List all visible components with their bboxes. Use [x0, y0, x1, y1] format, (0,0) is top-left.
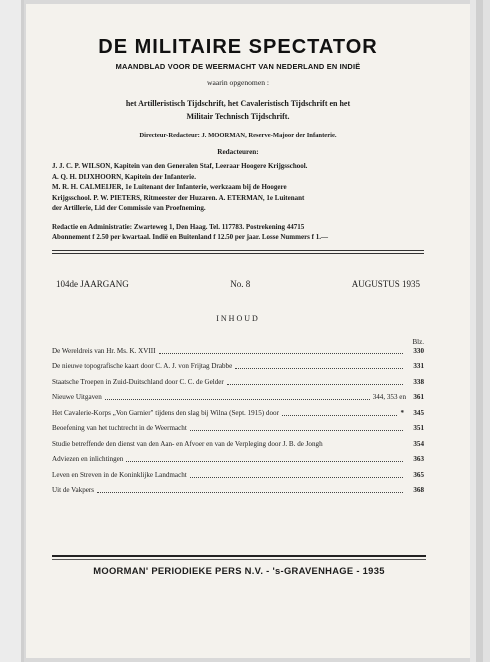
toc-entry-title: De nieuwe topografische kaart door C. A. J. von Frijtag Drabbe	[52, 362, 233, 371]
toc-entry-page: 363	[413, 455, 424, 464]
toc-leader	[97, 492, 403, 493]
toc-entry-title: Adviezen en inlichtingen	[52, 455, 124, 464]
toc-entry-page: 338	[413, 377, 424, 386]
toc-leader	[105, 399, 370, 400]
page-edge-outer	[483, 0, 490, 662]
toc-entry	[52, 347, 424, 356]
incorporated-line-1: het Artilleristisch Tijdschrift, het Cavaleristisch Tijdschrift en het	[125, 99, 351, 108]
toc-entry-title: Het Cavalerie-Korps „Von Garnier" tijdens den slag bij Wilna (Sept. 1915) door	[52, 408, 279, 417]
toc-entry-extra-pages: 344, 353 en	[372, 393, 406, 402]
divider	[52, 250, 424, 254]
administration-info	[52, 222, 424, 243]
toc-page-label: Blz.	[412, 337, 424, 346]
editor-line: der Artillerie, Lid der Commissie van Proefneming.	[52, 204, 206, 213]
toc-entry-title: Uit de Vakpers	[52, 486, 95, 495]
editors-heading: Redacteuren:	[217, 148, 259, 156]
toc-entry-title: Studie betreffende den dienst van den Aan- en Afvoer en van de Verpleging door J. B. de Jongh	[52, 439, 323, 448]
book-spine	[0, 0, 24, 662]
volume: 104de JAARGANG	[56, 278, 129, 289]
toc-entry	[52, 378, 424, 387]
toc-leader	[126, 461, 403, 462]
toc-entry-title: Leven en Streven in de Koninklijke Landmacht	[52, 470, 187, 479]
footer-rule-thin	[52, 559, 426, 560]
toc-entry	[52, 455, 424, 464]
footer-rule	[52, 555, 426, 557]
incorporated-intro: waarin opgenomen :	[207, 78, 269, 87]
subscription-line: Abonnement f 2.50 per kwartaal. Indië en Buitenland f 12.50 per jaar. Losse Nummers f 1.—	[52, 233, 328, 242]
toc-entry-title: Nieuwe Uitgaven	[52, 393, 102, 402]
toc-leader	[190, 477, 403, 478]
toc-entry	[52, 409, 424, 418]
issue-date: AUGUSTUS 1935	[351, 278, 420, 289]
toc-entry	[52, 362, 424, 371]
director-line: Directeur-Redacteur: J. MOORMAN, Reserve-Majoor der Infanterie.	[139, 132, 337, 139]
toc-leader	[190, 430, 403, 431]
toc-entry	[52, 393, 424, 402]
issue-info	[52, 279, 424, 289]
toc-entry-title: Staatsche Troepen in Zuid-Duitschland door C. C. de Gelder	[52, 377, 224, 386]
toc-entry-mark: *	[400, 408, 404, 417]
toc-entry	[52, 486, 424, 495]
toc-entry-title: Beoefening van het tuchtrecht in de Weermacht	[52, 424, 187, 433]
toc-entry	[52, 471, 424, 480]
toc-entry-page: 354	[413, 439, 424, 448]
toc-leader	[227, 384, 403, 385]
journal-subtitle: MAANDBLAD VOOR DE WEERMACHT VAN NEDERLAND EN INDIË	[115, 62, 361, 71]
editor-line: J. J. C. P. WILSON, Kapitein van den Generalen Staf, Leeraar Hoogere Krijgsschool.	[52, 162, 308, 170]
toc-leader	[235, 368, 403, 369]
toc-entry-page: 361	[413, 393, 424, 402]
toc-leader	[282, 415, 398, 416]
toc-entry-page: 365	[413, 470, 424, 479]
page-content	[52, 36, 424, 502]
editor-line: Krijgsschool. P. W. PIETERS, Ritmeester der Huzaren. A. ETERMAN, 1e Luitenant	[52, 193, 305, 202]
toc-entry	[52, 440, 424, 449]
document-page	[26, 4, 470, 658]
editor-line: A. Q. H. DIJXHOORN, Kapitein der Infanterie.	[52, 172, 196, 181]
publisher-line: MOORMAN' PERIODIEKE PERS N.V. - 's-GRAVENHAGE - 1935	[93, 565, 385, 576]
address-line: Redactie en Administratie: Zwarteweg 1, Den Haag. Tel. 117783. Postrekening 44715	[52, 222, 305, 231]
toc-leader	[159, 353, 403, 354]
incorporated-line-2: Militair Technisch Tijdschrift.	[186, 112, 290, 121]
toc-entry-page: 345	[413, 408, 424, 417]
toc-entry-page: 351	[413, 424, 424, 433]
incorporated-journals	[52, 97, 424, 123]
journal-title: DE MILITAIRE SPECTATOR	[98, 36, 378, 58]
toc-entry	[52, 424, 424, 433]
toc-entry-page: 368	[413, 486, 424, 495]
toc-entry-page: 330	[413, 346, 424, 355]
table-of-contents	[52, 347, 424, 496]
editor-line: M. R. H. CALMEIJER, 1e Luitenant der Infanterie, werkzaam bij de Hoogere	[52, 183, 287, 192]
toc-heading: INHOUD	[216, 313, 260, 323]
issue-number: No. 8	[230, 278, 251, 289]
toc-entry-page: 331	[413, 362, 424, 371]
toc-entry-title: De Wereldreis van Hr. Ms. K. XVIII	[52, 346, 156, 355]
editors-list	[52, 161, 424, 214]
